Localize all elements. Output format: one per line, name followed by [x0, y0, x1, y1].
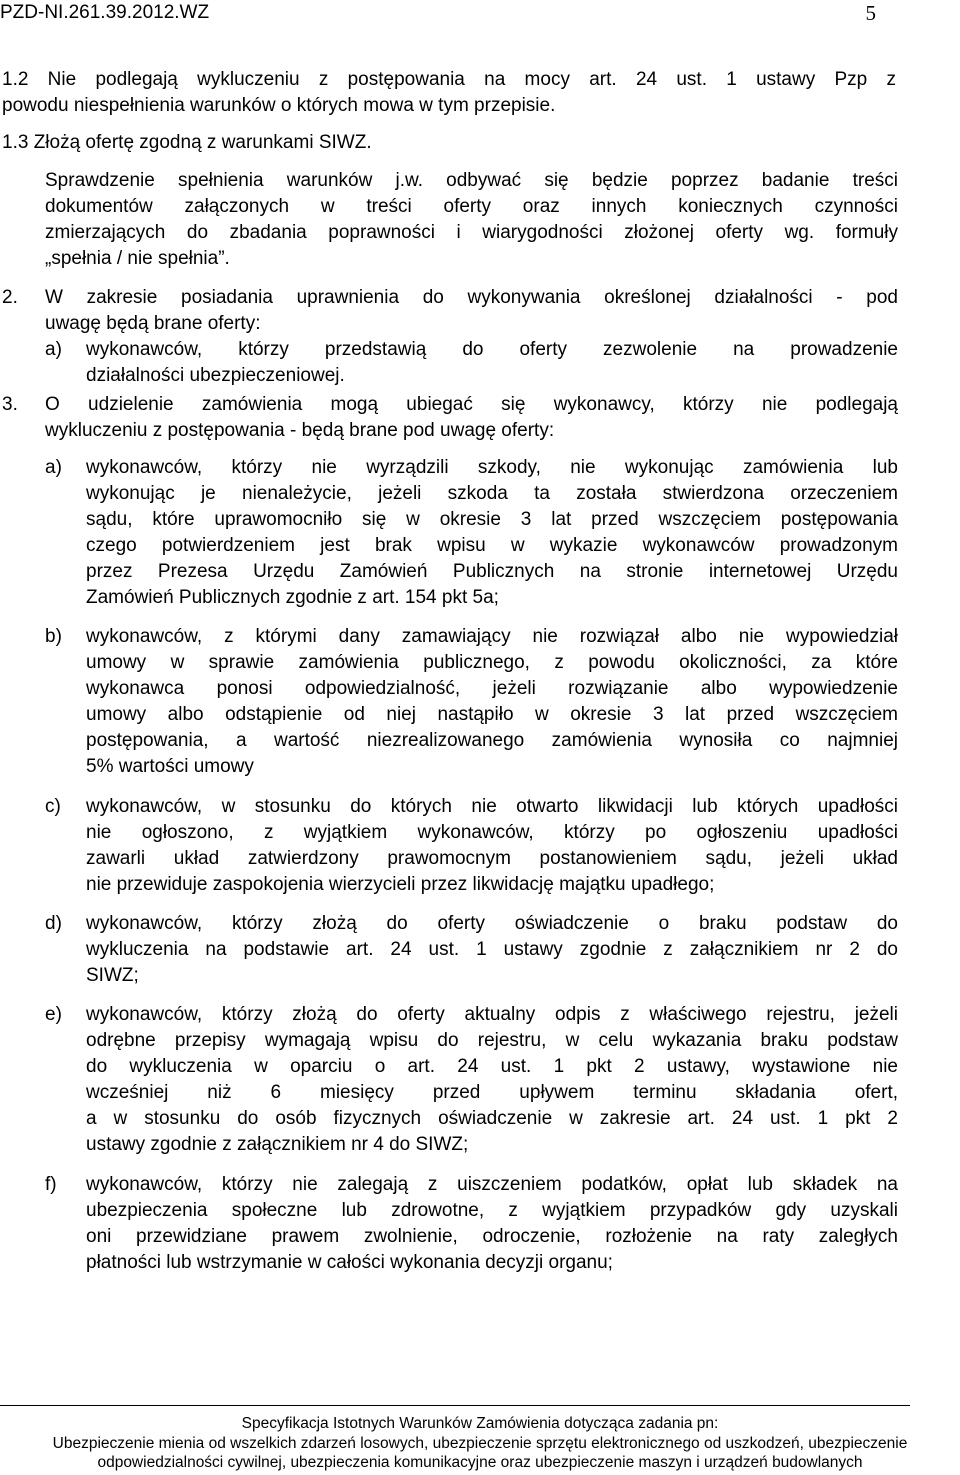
section-3-line-2: wykluczeniu z postępowania - będą brane pod uwagę oferty: — [45, 420, 555, 441]
footer-rule — [0, 1405, 910, 1406]
item-line: Zamówień Publicznych zgodnie z art. 154 pkt 5a; — [86, 587, 499, 608]
section-2-line-1: W zakresie posiadania uprawnienia do wykonywania określonej działalności - pod — [45, 287, 898, 308]
section-1-3-line-4: zmierzających do zbadania poprawności i wiarygodności złożonej oferty wg. formuły — [45, 222, 898, 243]
section-2-item-a-line-1: wykonawców, którzy przedstawią do oferty zezwolenie na prowadzenie — [86, 339, 898, 360]
item-line: wykluczenia na podstawie art. 24 ust. 1 ustawy zgodnie z załącznikiem nr 2 do — [86, 939, 898, 960]
item-label: a) — [45, 457, 62, 478]
document-code: PZD-NI.261.39.2012.WZ — [0, 2, 210, 23]
item-line: odrębne przepisy wymagają wpisu do rejestru, w celu wykazania braku podstaw — [86, 1030, 898, 1051]
page-number: 5 — [865, 1, 876, 25]
footer-line-2: Ubezpieczenie mienia od wszelkich zdarzeń losowych, ubezpieczenie sprzętu elektronicznego od uszkodzeń, ubezpieczenie — [52, 1435, 908, 1452]
item-line: ustawy zgodnie z załącznikiem nr 4 do SIWZ; — [86, 1134, 469, 1155]
item-label: e) — [45, 1004, 62, 1025]
item-line: wykonawców, którzy złożą do oferty oświadczenie o braku podstaw do — [86, 913, 898, 934]
item-line: zawarli układ zatwierdzony prawomocnym postanowieniem sądu, jeżeli układ — [86, 848, 898, 869]
section-1-2-line-2: powodu niespełnienia warunków o których mowa w tym przepisie. — [2, 95, 556, 116]
item-line: wcześniej niż 6 miesięcy przed upływem terminu składania ofert, — [86, 1082, 898, 1103]
item-line: wykonawca ponosi odpowiedzialność, jeżeli rozwiązanie albo wypowiedzenie — [86, 678, 898, 699]
item-label: d) — [45, 913, 62, 934]
section-1-3-heading: 1.3 Złożą ofertę zgodną z warunkami SIWZ. — [2, 132, 372, 153]
item-line: wykonawców, w stosunku do których nie otwarto likwidacji lub których upadłości — [86, 796, 898, 817]
section-3-line-1: O udzielenie zamówienia mogą ubiegać się wykonawcy, którzy nie podlegają — [45, 394, 898, 415]
section-2-line-2: uwagę będą brane oferty: — [45, 313, 261, 334]
section-1-2-line-1: 1.2 Nie podlegają wykluczeniu z postępowania na mocy art. 24 ust. 1 ustawy Pzp z — [2, 69, 896, 90]
item-line: czego potwierdzeniem jest brak wpisu w wykazie wykonawców prowadzonym — [86, 535, 898, 556]
item-line: sądu, które uprawomocniło się w okresie 3 lat przed wszczęciem postępowania — [86, 509, 898, 530]
section-2-number: 2. — [2, 287, 18, 308]
item-line: wykonawców, którzy złożą do oferty aktualny odpis z właściwego rejestru, jeżeli — [86, 1004, 898, 1025]
item-line: przez Prezesa Urzędu Zamówień Publicznych na stronie internetowej Urzędu — [86, 561, 898, 582]
item-line: wykonując je nienależycie, jeżeli szkoda ta została stwierdzona orzeczeniem — [86, 483, 898, 504]
item-line: SIWZ; — [86, 965, 139, 986]
footer-line-3: odpowiedzialności cywilnej, ubezpieczenia komunikacyjne oraz ubezpieczenie maszyn i urządzeń budowlanych — [97, 1454, 863, 1471]
section-1-3-line-5: „spełnia / nie spełnia”. — [45, 248, 230, 269]
section-1-3-line-2: Sprawdzenie spełnienia warunków j.w. odbywać się będzie poprzez badanie treści — [45, 170, 898, 191]
item-line: do wykluczenia w oparciu o art. 24 ust. 1 pkt 2 ustawy, wystawione nie — [86, 1056, 898, 1077]
item-line: płatności lub wstrzymanie w całości wykonania decyzji organu; — [86, 1252, 613, 1273]
item-line: wykonawców, z którymi dany zamawiający nie rozwiązał albo nie wypowiedział — [86, 626, 898, 647]
section-3-number: 3. — [2, 394, 18, 415]
item-line: nie przewiduje zaspokojenia wierzycieli przez likwidację majątku upadłego; — [86, 874, 715, 895]
item-label: c) — [45, 796, 61, 817]
item-line: nie ogłoszono, z wyjątkiem wykonawców, którzy po ogłoszeniu upadłości — [86, 822, 898, 843]
footer-line-1: Specyfikacja Istotnych Warunków Zamówienia dotycząca zadania pn: — [241, 1415, 719, 1432]
section-2-item-a-label: a) — [45, 339, 62, 360]
item-line: postępowania, a wartość niezrealizowanego zamówienia wynosiła co najmniej — [86, 730, 898, 751]
item-line: umowy albo odstąpienie od niej nastąpiło w okresie 3 lat przed wszczęciem — [86, 704, 898, 725]
item-line: ubezpieczenia społeczne lub zdrowotne, z wyjątkiem przypadków gdy uzyskali — [86, 1200, 898, 1221]
section-1-3-line-3: dokumentów załączonych w treści oferty oraz innych koniecznych czynności — [45, 196, 898, 217]
item-line: umowy w sprawie zamówienia publicznego, z powodu okoliczności, za które — [86, 652, 898, 673]
item-line: a w stosunku do osób fizycznych oświadczenie w zakresie art. 24 ust. 1 pkt 2 — [86, 1108, 898, 1129]
item-label: b) — [45, 626, 62, 647]
item-line: wykonawców, którzy nie wyrządzili szkody, nie wykonując zamówienia lub — [86, 457, 898, 478]
item-label: f) — [45, 1174, 57, 1195]
item-line: wykonawców, którzy nie zalegają z uiszczeniem podatków, opłat lub składek na — [86, 1174, 898, 1195]
item-line: oni przewidziane prawem zwolnienie, odroczenie, rozłożenie na raty zaległych — [86, 1226, 898, 1247]
section-2-item-a-line-2: działalności ubezpieczeniowej. — [86, 365, 345, 386]
item-line: 5% wartości umowy — [86, 756, 254, 777]
